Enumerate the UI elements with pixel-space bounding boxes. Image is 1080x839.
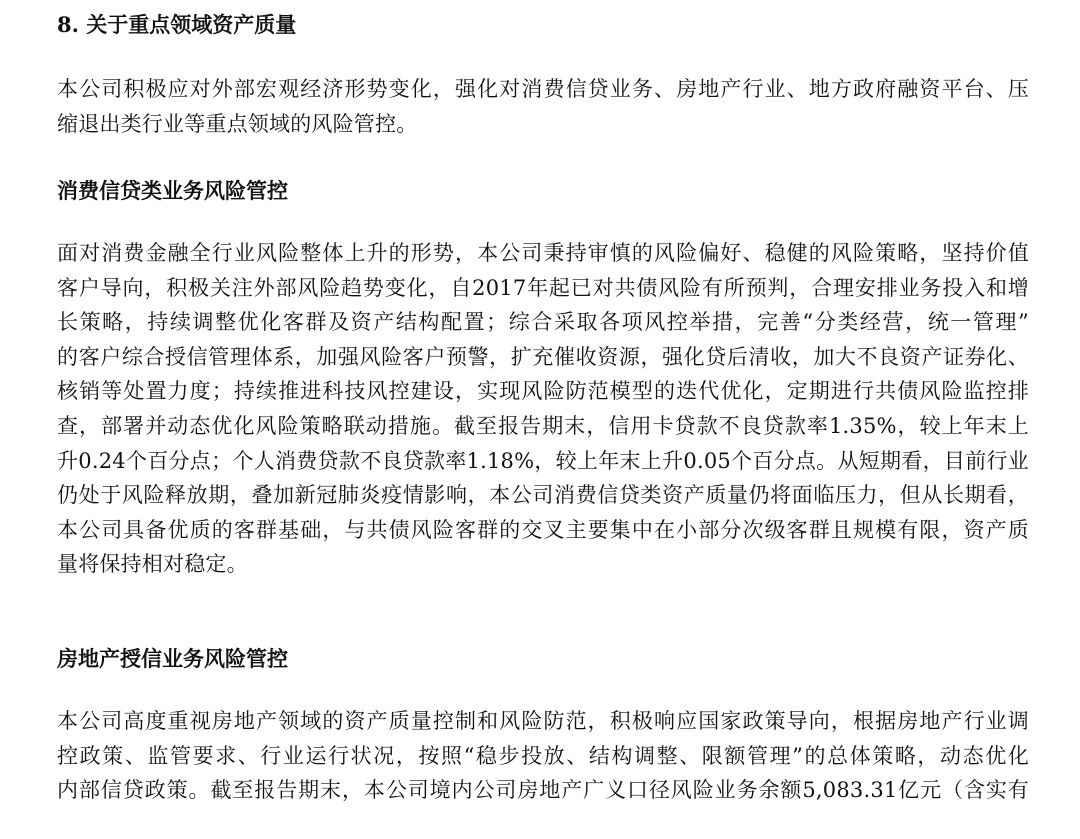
text-line: 控政策、监管要求、行业运行状况，按照“稳步投放、结构调整、限额管理”的总体策略，动态优化 [57,743,1029,768]
text-line: 本公司积极应对外部宏观经济形势变化，强化对消费信贷业务、房地产行业、地方政府融资平台、压 [57,77,1029,101]
real-estate-heading: 房地产授信业务风险管控 [57,646,288,671]
consumer-credit-heading: 消费信贷类业务风险管控 [57,178,288,203]
text-line: 本公司高度重视房地产领域的资产质量控制和风险防范，积极响应国家政策导向，根据房地产行业调 [57,709,1029,733]
text-line: 核销等处置力度；持续推进科技风控建设，实现风险防范模型的迭代优化，定期进行共债风险监控排 [57,379,1029,404]
text-line: 面对消费金融全行业风险整体上升的形势，本公司秉持审慎的风险偏好、稳健的风险策略，坚持价值 [57,241,1029,265]
section-title: 8. 关于重点领域资产质量 [57,12,297,37]
text-line: 客户导向，积极关注外部风险趋势变化，自2017年起已对共债风险有所预判，合理安排业务投入和增 [57,275,1029,300]
text-line: 仍处于风险释放期，叠加新冠肺炎疫情影响，本公司消费信贷类资产质量仍将面临压力，但从长期看， [57,483,1029,508]
intro-paragraph [57,72,1029,141]
text-line: 的客户综合授信管理体系，加强风险客户预警，扩充催收资源，强化贷后清收，加大不良资产证券化、 [57,344,1029,369]
text-line: 内部信贷政策。截至报告期末，本公司境内公司房地产广义口径风险业务余额5,083.31亿元（含实有 [57,778,1029,803]
text-line: 升0.24个百分点；个人消费贷款不良贷款率1.18%，较上年末上升0.05个百分点。从短期看，目前行业 [57,448,1029,473]
real-estate-paragraph [57,704,1029,808]
text-line: 查，部署并动态优化风险策略联动措施。截至报告期末，信用卡贷款不良贷款率1.35%，较上年末上 [57,413,1029,438]
text-line: 本公司具备优质的客群基础，与共债风险客群的交叉主要集中在小部分次级客群且规模有限，资产质 [57,517,1029,542]
consumer-credit-paragraph [57,236,1029,582]
text-line: 缩退出类行业等重点领域的风险管控。 [57,111,418,136]
text-line: 量将保持相对稳定。 [57,552,248,577]
text-line: 长策略，持续调整优化客群及资产结构配置；综合采取各项风控举措，完善“分类经营，统一管理” [57,310,1029,335]
